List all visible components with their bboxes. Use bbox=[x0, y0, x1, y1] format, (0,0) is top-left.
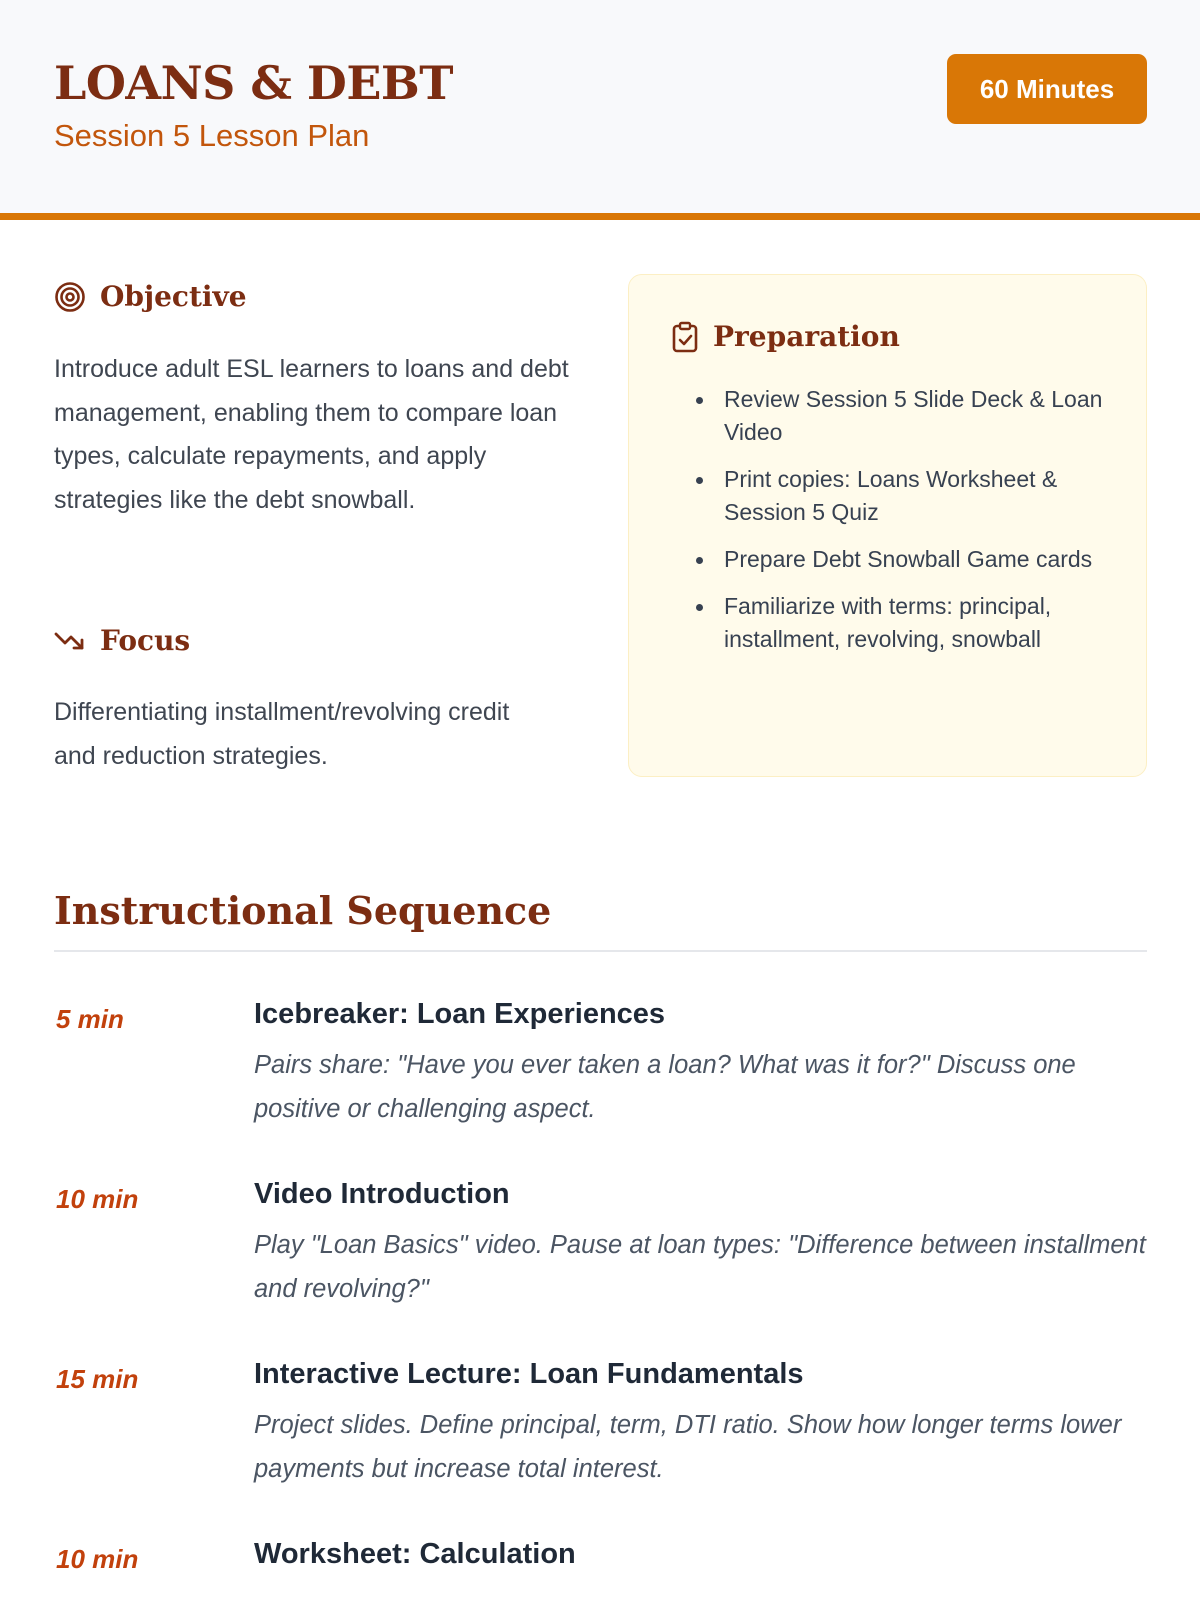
focus-heading-label: Focus bbox=[100, 624, 191, 657]
step-name: Video Introduction bbox=[254, 1178, 510, 1210]
step-name: Interactive Lecture: Loan Fundamentals bbox=[254, 1358, 804, 1390]
clipboard-check-icon bbox=[671, 321, 699, 353]
step-time: 15 min bbox=[56, 1364, 139, 1394]
focus-heading bbox=[54, 624, 190, 657]
step-description: Pairs share: "Have you ever taken a loan? What was it for?" Discuss one positive or challenging aspect. bbox=[254, 1051, 1076, 1123]
sequence-divider bbox=[54, 950, 1147, 952]
preparation-heading-label: Preparation bbox=[713, 320, 900, 353]
list-item: Prepare Debt Snowball Game cards bbox=[696, 543, 1126, 576]
sequence-title: Instructional Sequence bbox=[54, 888, 552, 933]
step-time: 10 min bbox=[56, 1544, 139, 1574]
preparation-card bbox=[628, 274, 1147, 777]
page-header bbox=[0, 0, 1200, 220]
step-description: Play "Loan Basics" video. Pause at loan types: "Difference between installment and revolving?" bbox=[254, 1231, 1146, 1303]
trending-down-icon bbox=[54, 629, 86, 653]
step-time: 5 min bbox=[56, 1004, 124, 1034]
objective-heading-label: Objective bbox=[100, 280, 247, 313]
list-item: Familiarize with terms: principal, installment, revolving, snowball bbox=[696, 590, 1126, 656]
step-name: Worksheet: Calculation bbox=[254, 1538, 576, 1570]
objective-heading bbox=[54, 280, 247, 313]
target-icon bbox=[54, 281, 86, 313]
list-item: Review Session 5 Slide Deck & Loan Video bbox=[696, 383, 1126, 449]
page-title: LOANS & DEBT bbox=[54, 56, 453, 110]
duration-badge: 60 Minutes bbox=[947, 54, 1147, 124]
preparation-list bbox=[696, 383, 1126, 670]
step-name: Icebreaker: Loan Experiences bbox=[254, 998, 666, 1030]
focus-text: Differentiating installment/revolving credit and reduction strategies. bbox=[54, 698, 510, 770]
objective-text: Introduce adult ESL learners to loans and debt management, enabling them to compare loan types, calculate repayments, and apply strategies like the debt snowball. bbox=[54, 355, 569, 514]
preparation-heading bbox=[671, 320, 900, 353]
step-time: 10 min bbox=[56, 1184, 139, 1214]
list-item: Print copies: Loans Worksheet & Session 5 Quiz bbox=[696, 463, 1126, 529]
step-description: Project slides. Define principal, term, DTI ratio. Show how longer terms lower payments but increase total interest. bbox=[254, 1411, 1122, 1483]
page-subtitle: Session 5 Lesson Plan bbox=[54, 118, 370, 153]
